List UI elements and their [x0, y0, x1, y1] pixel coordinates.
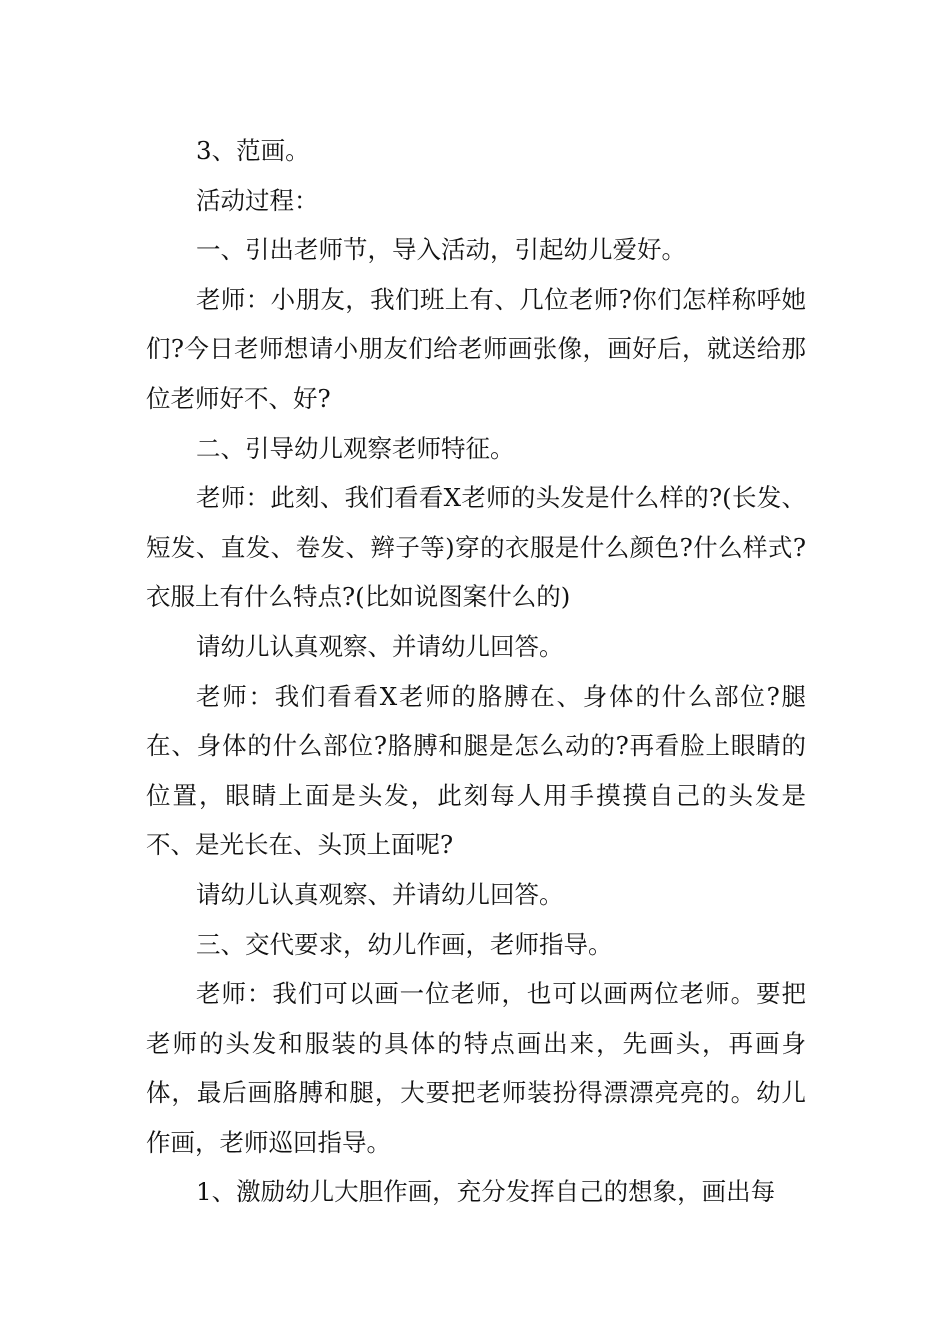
paragraph-section-one-heading: 一、引出老师节，导入活动，引起幼儿爱好。 [196, 235, 686, 265]
paragraph-observe-answer-1: 请幼儿认真观察、并请幼儿回答。 [196, 631, 564, 661]
paragraph-encourage-drawing: 1、激励幼儿大胆作画，充分发挥自己的想象，画出每 [196, 1177, 776, 1207]
paragraph-teacher-drawing-instructions: 老师：我们可以画一位老师，也可以画两位老师。要把老师的头发和服装的具体的特点画出来，先画头，再画身体，最后画胳膊和腿，大要把老师装扮得漂漂亮亮的。幼儿作画，老师巡回指导。 [146, 979, 806, 1157]
paragraph-section-two-heading: 二、引导幼儿观察老师特征。 [196, 433, 515, 463]
document-body [146, 126, 806, 1217]
paragraph-observe-answer-2: 请幼儿认真观察、并请幼儿回答。 [196, 879, 564, 909]
paragraph-teacher-hair-clothes-dialogue: 老师：此刻、我们看看X老师的头发是什么样的?(长发、短发、直发、卷发、辫子等)穿的衣服是什么颜色?什么样式?衣服上有什么特点?(比如说图案什么的) [146, 483, 806, 612]
paragraph-activity-process-heading: 活动过程： [196, 185, 319, 215]
paragraph-teacher-intro-dialogue: 老师：小朋友，我们班上有、几位老师?你们怎样称呼她们?今日老师想请小朋友们给老师画张像，画好后，就送给那位老师好不、好? [146, 284, 806, 413]
paragraph-step-3-drawing-sample: 3、范画。 [196, 136, 310, 165]
paragraph-teacher-body-parts-dialogue: 老师：我们看看X老师的胳膊在、身体的什么部位?腿在、身体的什么部位?胳膊和腿是怎么动的?再看脸上眼睛的位置，眼睛上面是头发，此刻每人用手摸摸自己的头发是不、是光长在、头顶上面呢? [146, 681, 806, 860]
paragraph-section-three-heading: 三、交代要求，幼儿作画，老师指导。 [196, 929, 613, 959]
